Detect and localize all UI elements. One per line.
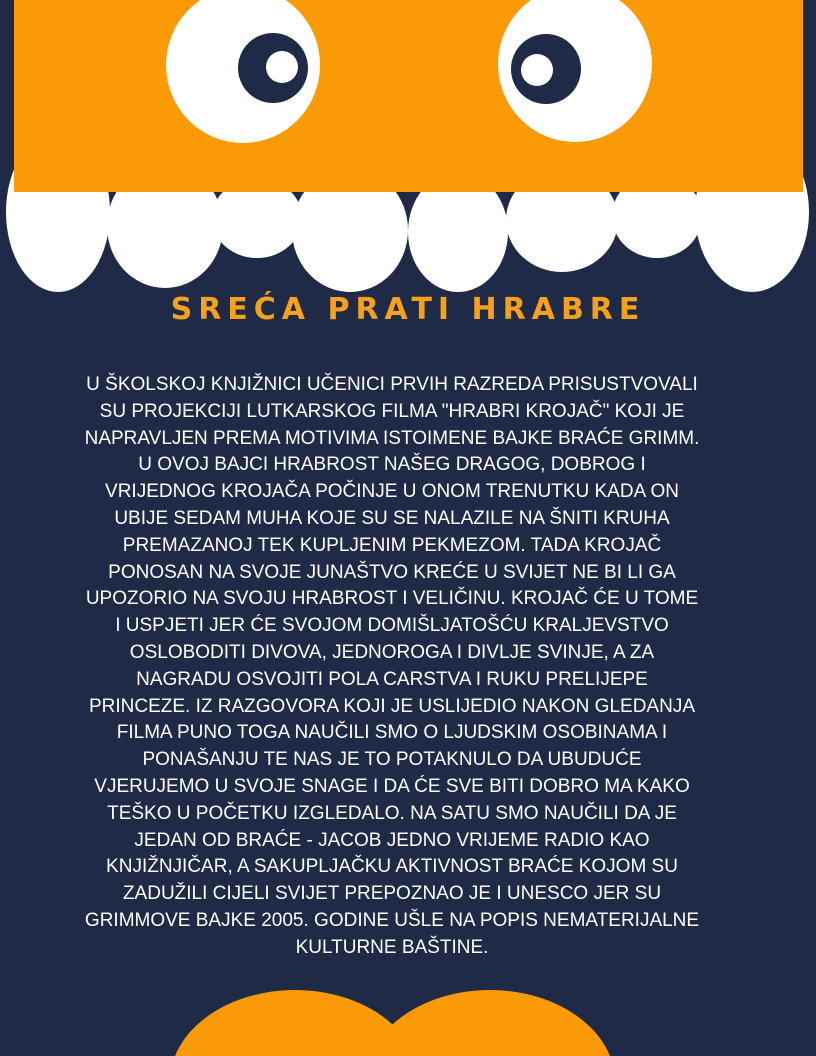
bottom-orange-shape <box>170 990 615 1056</box>
bottom-lobe-right <box>365 990 615 1056</box>
eye-highlight <box>521 54 553 86</box>
eye-highlight <box>266 51 298 83</box>
page-title: SREĆA PRATI HRABRE <box>170 292 646 327</box>
article-body: U ŠKOLSKOJ KNJIŽNICI UČENICI PRVIH RAZREDA PRISUSTVOVALI SU PROJEKCIJI LUTKARSKOG FILMA "HRABRI KROJAČ" KOJI JE NAPRAVLJEN PREMA MOTIVIMA ISTOIMENE BAJKE BRAĆE GRIMM. U OVOJ BAJCI HRABROST NAŠEG DRAGOG, DOBROG I VRIJEDNOG KROJAČA POČINJE U ONOM TRENUTKU KADA ON UBIJE SEDAM MUHA KOJE SU SE NALAZILE NA ŠNITI KRUHA PREMAZANOJ TEK KUPLJENIM PEKMEZOM. TADA KROJAČ PONOSAN NA SVOJE JUNAŠTVO KREĆE U SVIJET NE BI LI GA UPOZORIO NA SVOJU HRABROST I VELIČINU. KROJAČ ĆE U TOME I USPJETI JER ĆE SVOJOM DOMIŠLJATOŠĆU KRALJEVSTVO OSLOBODITI DIVOVA, JEDNOROGA I DIVLJE SVINJE, A ZA NAGRADU OSVOJITI POLA CARSTVA I RUKU PRELIJEPE PRINCEZE. IZ RAZGOVORA KOJI JE USLIJEDIO NAKON GLEDANJA FILMA PUNO TOGA NAUČILI SMO O LJUDSKIM OSOBINAMA I PONAŠANJU TE NAS JE TO POTAKNULO DA UBUDUĆE VJERUJEMO U SVOJE SNAGE I DA ĆE SVE BITI DOBRO MA KAKO TEŠKO U POČETKU IZGLEDALO. NA SATU SMO NAUČILI DA JE JEDAN OD BRAĆE - JACOB JEDNO VRIJEME RADIO KAO KNJIŽNJIČAR, A SAKUPLJAČKU AKTIVNOST BRAĆE KOJOM SU ZADUŽILI CIJELI SVIJET PREPOZNAO JE I UNESCO JER SU GRIMMOVE BAJKE 2005. GODINE UŠLE NA POPIS NEMATERIJALNE KULTURNE BAŠTINE. <box>84 374 700 958</box>
monster-face <box>14 0 803 192</box>
